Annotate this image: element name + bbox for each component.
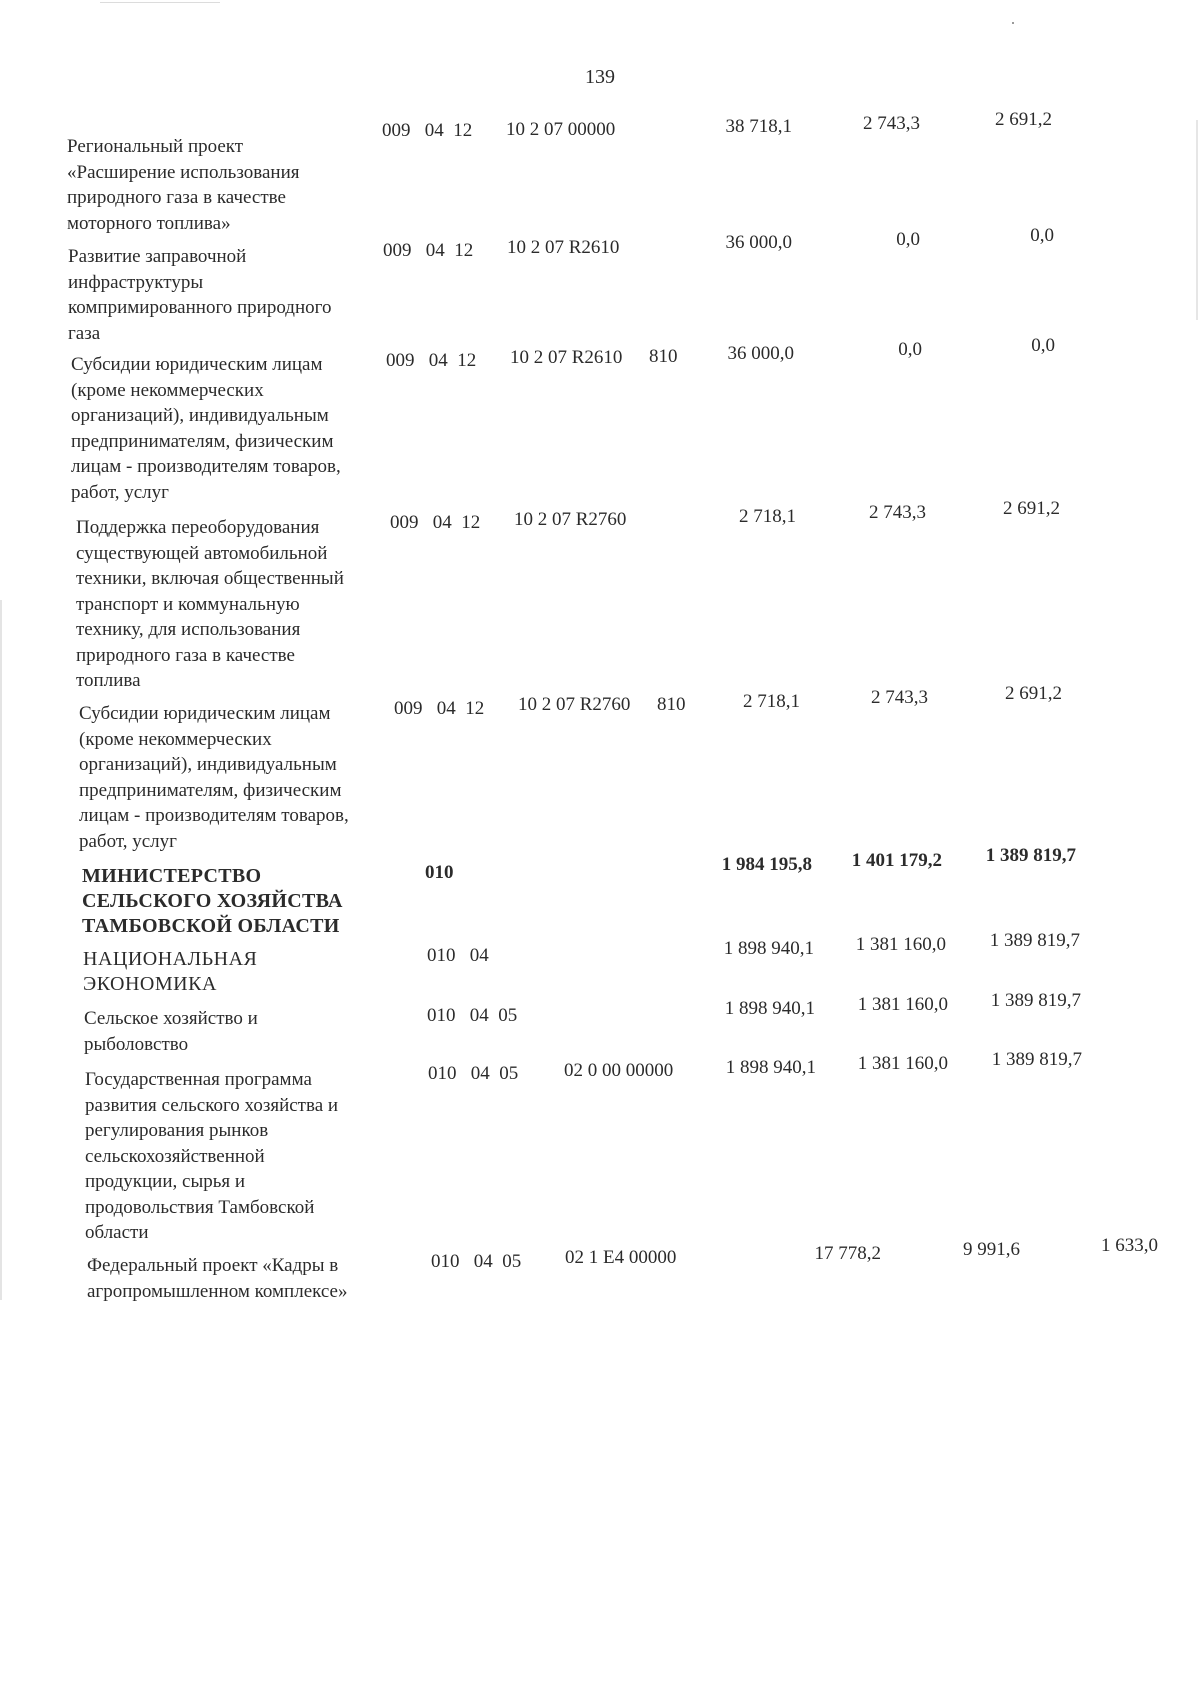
row-target: 02 1 E4 00000: [565, 1247, 677, 1268]
row-year1: 2 718,1: [739, 506, 796, 527]
row-code: 009 04 12: [382, 120, 473, 141]
row-name: Субсидии юридическим лицам (кроме некоммерческих организаций), индивидуальным предпринимателям, физическим лицам - производителям товаров, работ, услуг: [79, 703, 349, 852]
scan-speck: [100, 2, 220, 3]
row-year2: 1 381 160,0: [857, 994, 948, 1015]
row-year2: 2 743,3: [871, 687, 928, 708]
row-year1: 38 718,1: [725, 116, 792, 137]
row-year2: 1 401 179,2: [851, 850, 942, 871]
row-year3: 1 389 819,7: [989, 930, 1080, 951]
row-name: МИНИСТЕРСТВО СЕЛЬСКОГО ХОЗЯЙСТВА ТАМБОВСКОЙ ОБЛАСТИ: [82, 865, 343, 937]
row-code: 010 04 05: [428, 1063, 519, 1084]
row-year3: 1 389 819,7: [990, 990, 1081, 1011]
row-name: Поддержка переоборудования существующей автомобильной техники, включая общественный транспорт и коммунальную технику, для использования природного газа в качестве топлива: [76, 517, 344, 691]
row-target: 02 0 00 00000: [564, 1060, 674, 1081]
row-name: Региональный проект «Расширение использования природного газа в качестве моторного топлива»: [67, 136, 300, 234]
row-target: 10 2 07 R2760: [514, 509, 627, 530]
row-year2: 1 381 160,0: [855, 934, 946, 955]
row-year1: 36 000,0: [727, 343, 794, 364]
row-name: НАЦИОНАЛЬНАЯ ЭКОНОМИКА: [83, 948, 258, 995]
page-number: 139: [585, 66, 615, 88]
row-year3: 1 633,0: [1101, 1235, 1158, 1256]
row-name: Развитие заправочной инфраструктуры компримированного природного газа: [68, 246, 332, 344]
row-year3: 2 691,2: [1005, 683, 1062, 704]
row-year1: 36 000,0: [725, 232, 792, 253]
row-name: Федеральный проект «Кадры в агропромышленном комплексе»: [87, 1255, 348, 1302]
row-year1: 1 898 940,1: [723, 938, 814, 959]
row-year3: 0,0: [1030, 225, 1054, 246]
row-year2: 1 381 160,0: [857, 1053, 948, 1074]
row-target: 10 2 07 R2760: [518, 694, 631, 715]
row-target: 10 2 07 R2610: [507, 237, 620, 258]
row-year2: 2 743,3: [863, 113, 920, 134]
row-name: Субсидии юридическим лицам (кроме некоммерческих организаций), индивидуальным предпринимателям, физическим лицам - производителям товаров, работ, услуг: [71, 354, 341, 503]
row-year2: 2 743,3: [869, 502, 926, 523]
row-year2: 0,0: [898, 339, 922, 360]
row-year1: 1 984 195,8: [721, 854, 812, 875]
row-year1: 2 718,1: [743, 691, 800, 712]
row-code: 009 04 12: [394, 698, 485, 719]
row-year3: 0,0: [1031, 335, 1055, 356]
row-target: 10 2 07 R2610: [510, 347, 623, 368]
row-code: 009 04 12: [383, 240, 474, 261]
row-name: Государственная программа развития сельского хозяйства и регулирования рынков сельскохозяйственной продукции, сырья и продовольствия Тамбовской области: [85, 1069, 339, 1243]
row-year3: 2 691,2: [1003, 498, 1060, 519]
row-code: 010 04 05: [427, 1005, 518, 1026]
row-code: 010 04 05: [431, 1251, 522, 1272]
scan-edge-left: [0, 600, 2, 1300]
row-year2: 0,0: [896, 229, 920, 250]
row-year1: 1 898 940,1: [724, 998, 815, 1019]
row-vr: 810: [649, 346, 678, 367]
row-code: 009 04 12: [386, 350, 477, 371]
row-year3: 2 691,2: [995, 109, 1052, 130]
scan-edge-right: [1196, 120, 1198, 320]
row-year1: 17 778,2: [814, 1243, 881, 1264]
row-year1: 1 898 940,1: [725, 1057, 816, 1078]
row-year3: 1 389 819,7: [991, 1049, 1082, 1070]
row-vr: 810: [657, 694, 686, 715]
scan-speck: [1012, 22, 1014, 24]
row-code: 010: [425, 862, 454, 883]
row-name: Сельское хозяйство и рыболовство: [84, 1008, 258, 1055]
row-target: 10 2 07 00000: [506, 119, 616, 140]
row-code: 009 04 12: [390, 512, 481, 533]
row-code: 010 04: [427, 945, 489, 966]
row-year2: 9 991,6: [963, 1239, 1020, 1260]
row-year3: 1 389 819,7: [985, 845, 1076, 866]
